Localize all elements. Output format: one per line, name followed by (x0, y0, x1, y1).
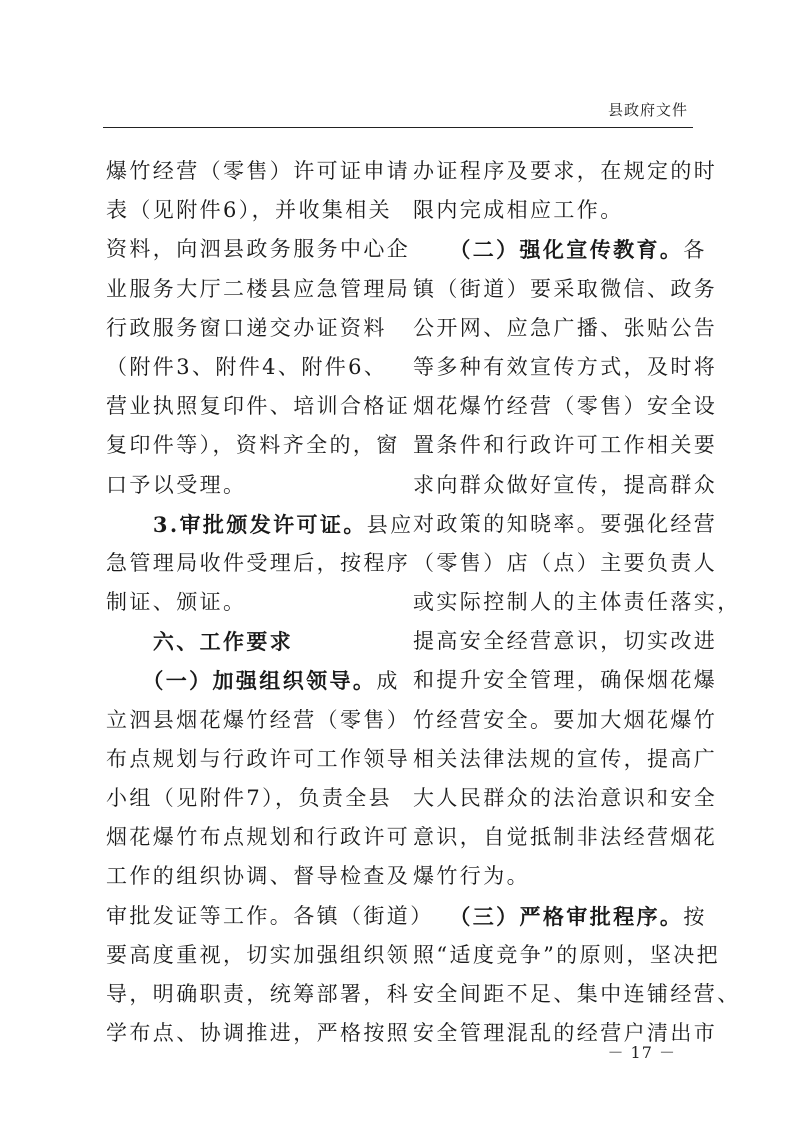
text-line (413, 740, 718, 779)
text-segment (106, 513, 153, 537)
text-line (106, 661, 400, 700)
text-segment: 相关法律法规的宣传，提高广 (413, 746, 718, 771)
header-divider-line (103, 127, 693, 128)
text-segment: 意识，自觉抵制非法经营烟花 (413, 825, 718, 850)
text-segment: 营业执照复印件、培训合格证 (106, 394, 411, 419)
text-line (106, 191, 396, 230)
text-segment: 或实际控制人的主体责任落实， (413, 590, 741, 615)
text-line (413, 387, 718, 426)
text-segment: 竹经营安全。要加大烟花爆竹 (413, 707, 718, 732)
text-segment: 烟花爆竹经营（零售）安全设 (413, 394, 718, 419)
text-segment: 等多种有效宣传方式，及时将 (413, 354, 718, 379)
text-segment: 表（见附件6），并收集相关 (106, 198, 393, 223)
text-segment: 安全管理混乱的经营户清出市 (413, 1021, 718, 1046)
text-segment: 办证程序及要求，在规定的时 (413, 159, 718, 183)
text-segment: 县应 (366, 512, 414, 537)
text-line (413, 152, 718, 191)
text-line (413, 622, 718, 661)
text-segment: 爆竹经营（零售）许可证申请 (106, 159, 411, 183)
text-segment: 制证、颁证。 (106, 590, 247, 615)
text-line (106, 701, 411, 740)
bold-heading-segment: 3.审批颁发许可证。 (152, 511, 367, 537)
document-header-label: 县政府文件 (607, 101, 688, 119)
text-line (413, 505, 718, 544)
text-line (106, 270, 411, 309)
text-line (413, 191, 703, 230)
text-segment: 按 (683, 904, 707, 929)
text-line (106, 897, 434, 936)
text-segment: 公开网、应急广播、张贴公告 (413, 315, 718, 340)
text-segment: 工作的组织协调、督导检查及 (106, 864, 411, 889)
text-line (106, 975, 411, 1014)
text-line (106, 740, 411, 779)
text-segment (413, 238, 460, 262)
bold-heading-segment: （一）加强组织领导。 (152, 668, 377, 694)
left-text-column (106, 152, 434, 1053)
text-segment: 资料，向泗县政务服务中心企 (106, 237, 411, 262)
text-line (413, 897, 707, 936)
text-line (413, 857, 703, 896)
text-line (413, 975, 741, 1014)
text-line (413, 270, 718, 309)
text-segment: 提高安全经营意识，切实改进 (413, 629, 718, 654)
text-line (413, 701, 718, 740)
text-segment: 置条件和行政许可工作相关要 (413, 433, 718, 458)
text-segment: 小组（见附件7），负责全县 (106, 786, 393, 810)
text-segment: 对政策的知晓率。要强化经营 (413, 511, 718, 536)
text-segment: 业服务大厅二楼县应急管理局 (106, 276, 411, 301)
text-line (413, 936, 721, 975)
text-segment: 急管理局收件受理后，按程序 (106, 550, 411, 575)
text-segment: 镇（街道）要采取微信、政务 (413, 276, 718, 301)
text-line (106, 1014, 411, 1053)
text-line (106, 309, 396, 348)
text-segment: （零售）店（点）主要负责人 (413, 550, 718, 575)
text-line (106, 544, 411, 583)
text-line (413, 661, 718, 700)
text-line (106, 348, 396, 387)
text-line (106, 818, 411, 857)
text-segment: 学布点、协调推进，严格按照 (106, 1021, 411, 1046)
bold-heading-segment: 六、工作要求 (152, 629, 294, 655)
text-line (106, 152, 411, 191)
text-line (106, 857, 411, 896)
page-number: － 17 － (607, 1043, 676, 1062)
text-segment: 限内完成相应工作。 (413, 198, 624, 223)
bold-heading-segment: （三）严格审批程序。 (459, 903, 684, 929)
text-segment: 立泗县烟花爆竹经营（零售） (106, 707, 411, 732)
text-segment: 和提升安全管理，确保烟花爆 (413, 668, 718, 693)
text-segment: （附件3、附件4、附件6、 (106, 354, 388, 379)
text-segment: 审批发证等工作。各镇（街道） (106, 903, 434, 928)
text-line (413, 583, 741, 622)
text-line (106, 622, 396, 661)
text-segment: 复印件等），资料齐全的，窗 (106, 433, 400, 458)
text-segment: 口予以受理。 (106, 472, 247, 497)
text-line (413, 466, 718, 505)
text-segment: 大人民群众的法治意识和安全 (413, 786, 718, 810)
text-segment: 布点规划与行政许可工作领导 (106, 746, 411, 771)
text-line (413, 348, 718, 387)
text-line (106, 583, 396, 622)
text-line (413, 544, 718, 583)
text-segment (106, 630, 153, 654)
text-line (413, 818, 718, 857)
text-line (413, 779, 718, 818)
text-line (413, 426, 718, 465)
text-segment: 成 (376, 669, 400, 694)
right-text-column (413, 152, 741, 1053)
text-segment: 导，明确职责，统筹部署，科 (106, 981, 411, 1006)
text-segment: 照“适度竞争”的原则，坚决把 (413, 942, 721, 967)
text-line (106, 936, 411, 975)
text-segment: 行政服务窗口递交办证资料 (106, 315, 387, 340)
text-segment: 烟花爆竹布点规划和行政许可 (106, 825, 411, 850)
text-line (106, 230, 411, 269)
text-segment: 要高度重视，切实加强组织领 (106, 942, 411, 967)
text-segment: 各 (683, 238, 707, 263)
text-line (106, 466, 396, 505)
text-line (106, 505, 414, 544)
text-segment (413, 905, 460, 929)
text-segment (106, 669, 153, 693)
text-segment: 安全间距不足、集中连铺经营、 (413, 981, 741, 1006)
text-line (106, 387, 411, 426)
text-segment: 求向群众做好宣传，提高群众 (413, 472, 718, 497)
text-segment: 爆竹行为。 (413, 864, 530, 889)
bold-heading-segment: （二）强化宣传教育。 (459, 237, 684, 263)
text-line (413, 309, 718, 348)
text-line (106, 779, 396, 818)
text-line (106, 426, 400, 465)
text-line (413, 230, 707, 269)
